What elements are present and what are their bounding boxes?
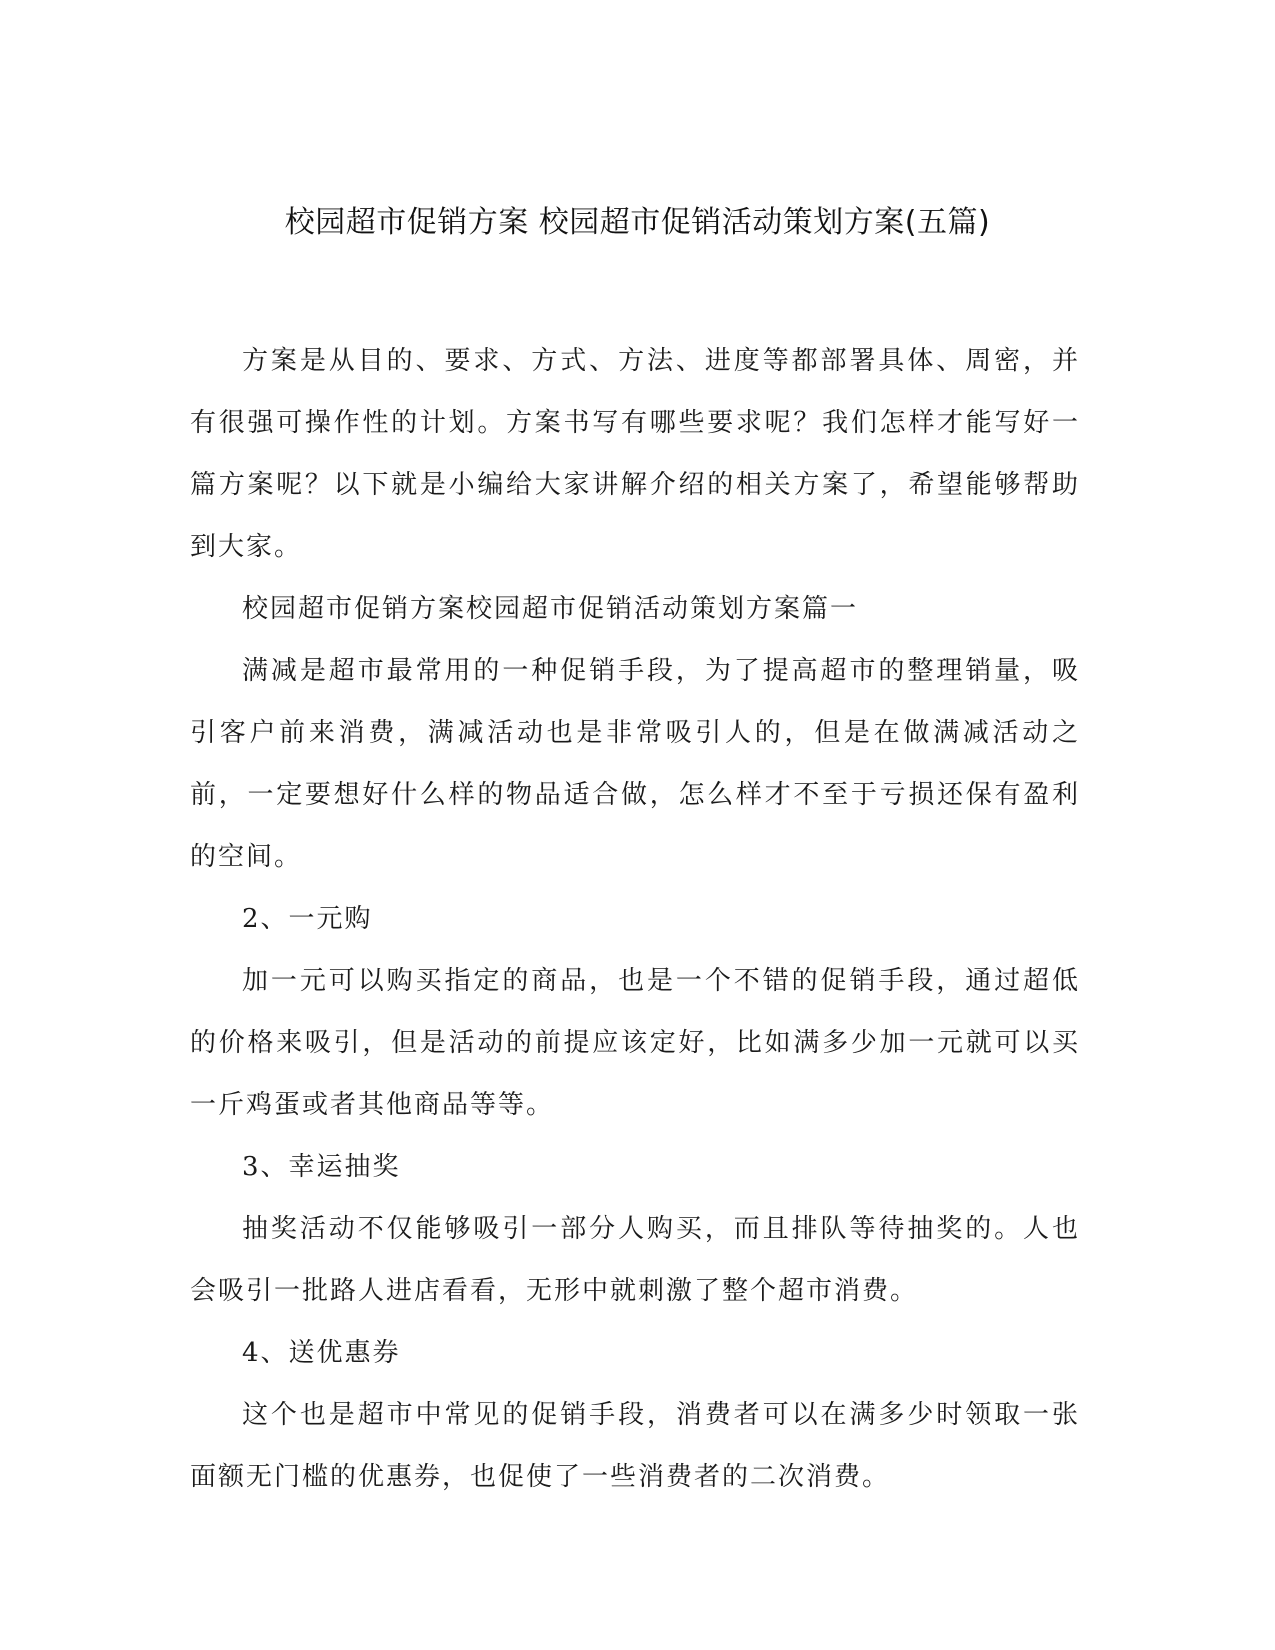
body-paragraph: 这个也是超市中常见的促销手段，消费者可以在满多少时领取一张面额无门槛的优惠券，也促使了一些消费者的二次消费。: [190, 1400, 1080, 1492]
item-heading: 4、送优惠券: [242, 1338, 401, 1368]
body-paragraph: 抽奖活动不仅能够吸引一部分人购买，而且排队等待抽奖的。人也会吸引一批路人进店看看，无形中就刺激了整个超市消费。: [190, 1214, 1080, 1306]
item-heading: 3、幸运抽奖: [242, 1152, 401, 1182]
body-paragraph: 满减是超市最常用的一种促销手段，为了提高超市的整理销量，吸引客户前来消费，满减活动也是非常吸引人的，但是在做满减活动之前，一定要想好什么样的物品适合做，怎么样才不至于亏损还保有盈利的空间。: [190, 656, 1080, 872]
document-title: 校园超市促销方案 校园超市促销活动策划方案(五篇): [284, 205, 991, 240]
document-body: [190, 330, 1080, 1508]
section-heading: 校园超市促销方案校园超市促销活动策划方案篇一: [242, 594, 859, 624]
item-heading: 2、一元购: [242, 904, 373, 934]
intro-paragraph: 方案是从目的、要求、方式、方法、进度等都部署具体、周密，并有很强可操作性的计划。方案书写有哪些要求呢？我们怎样才能写好一篇方案呢？以下就是小编给大家讲解介绍的相关方案了，希望能够帮助到大家。: [190, 346, 1080, 562]
body-paragraph: 加一元可以购买指定的商品，也是一个不错的促销手段，通过超低的价格来吸引，但是活动的前提应该定好，比如满多少加一元就可以买一斤鸡蛋或者其他商品等等。: [190, 966, 1080, 1120]
